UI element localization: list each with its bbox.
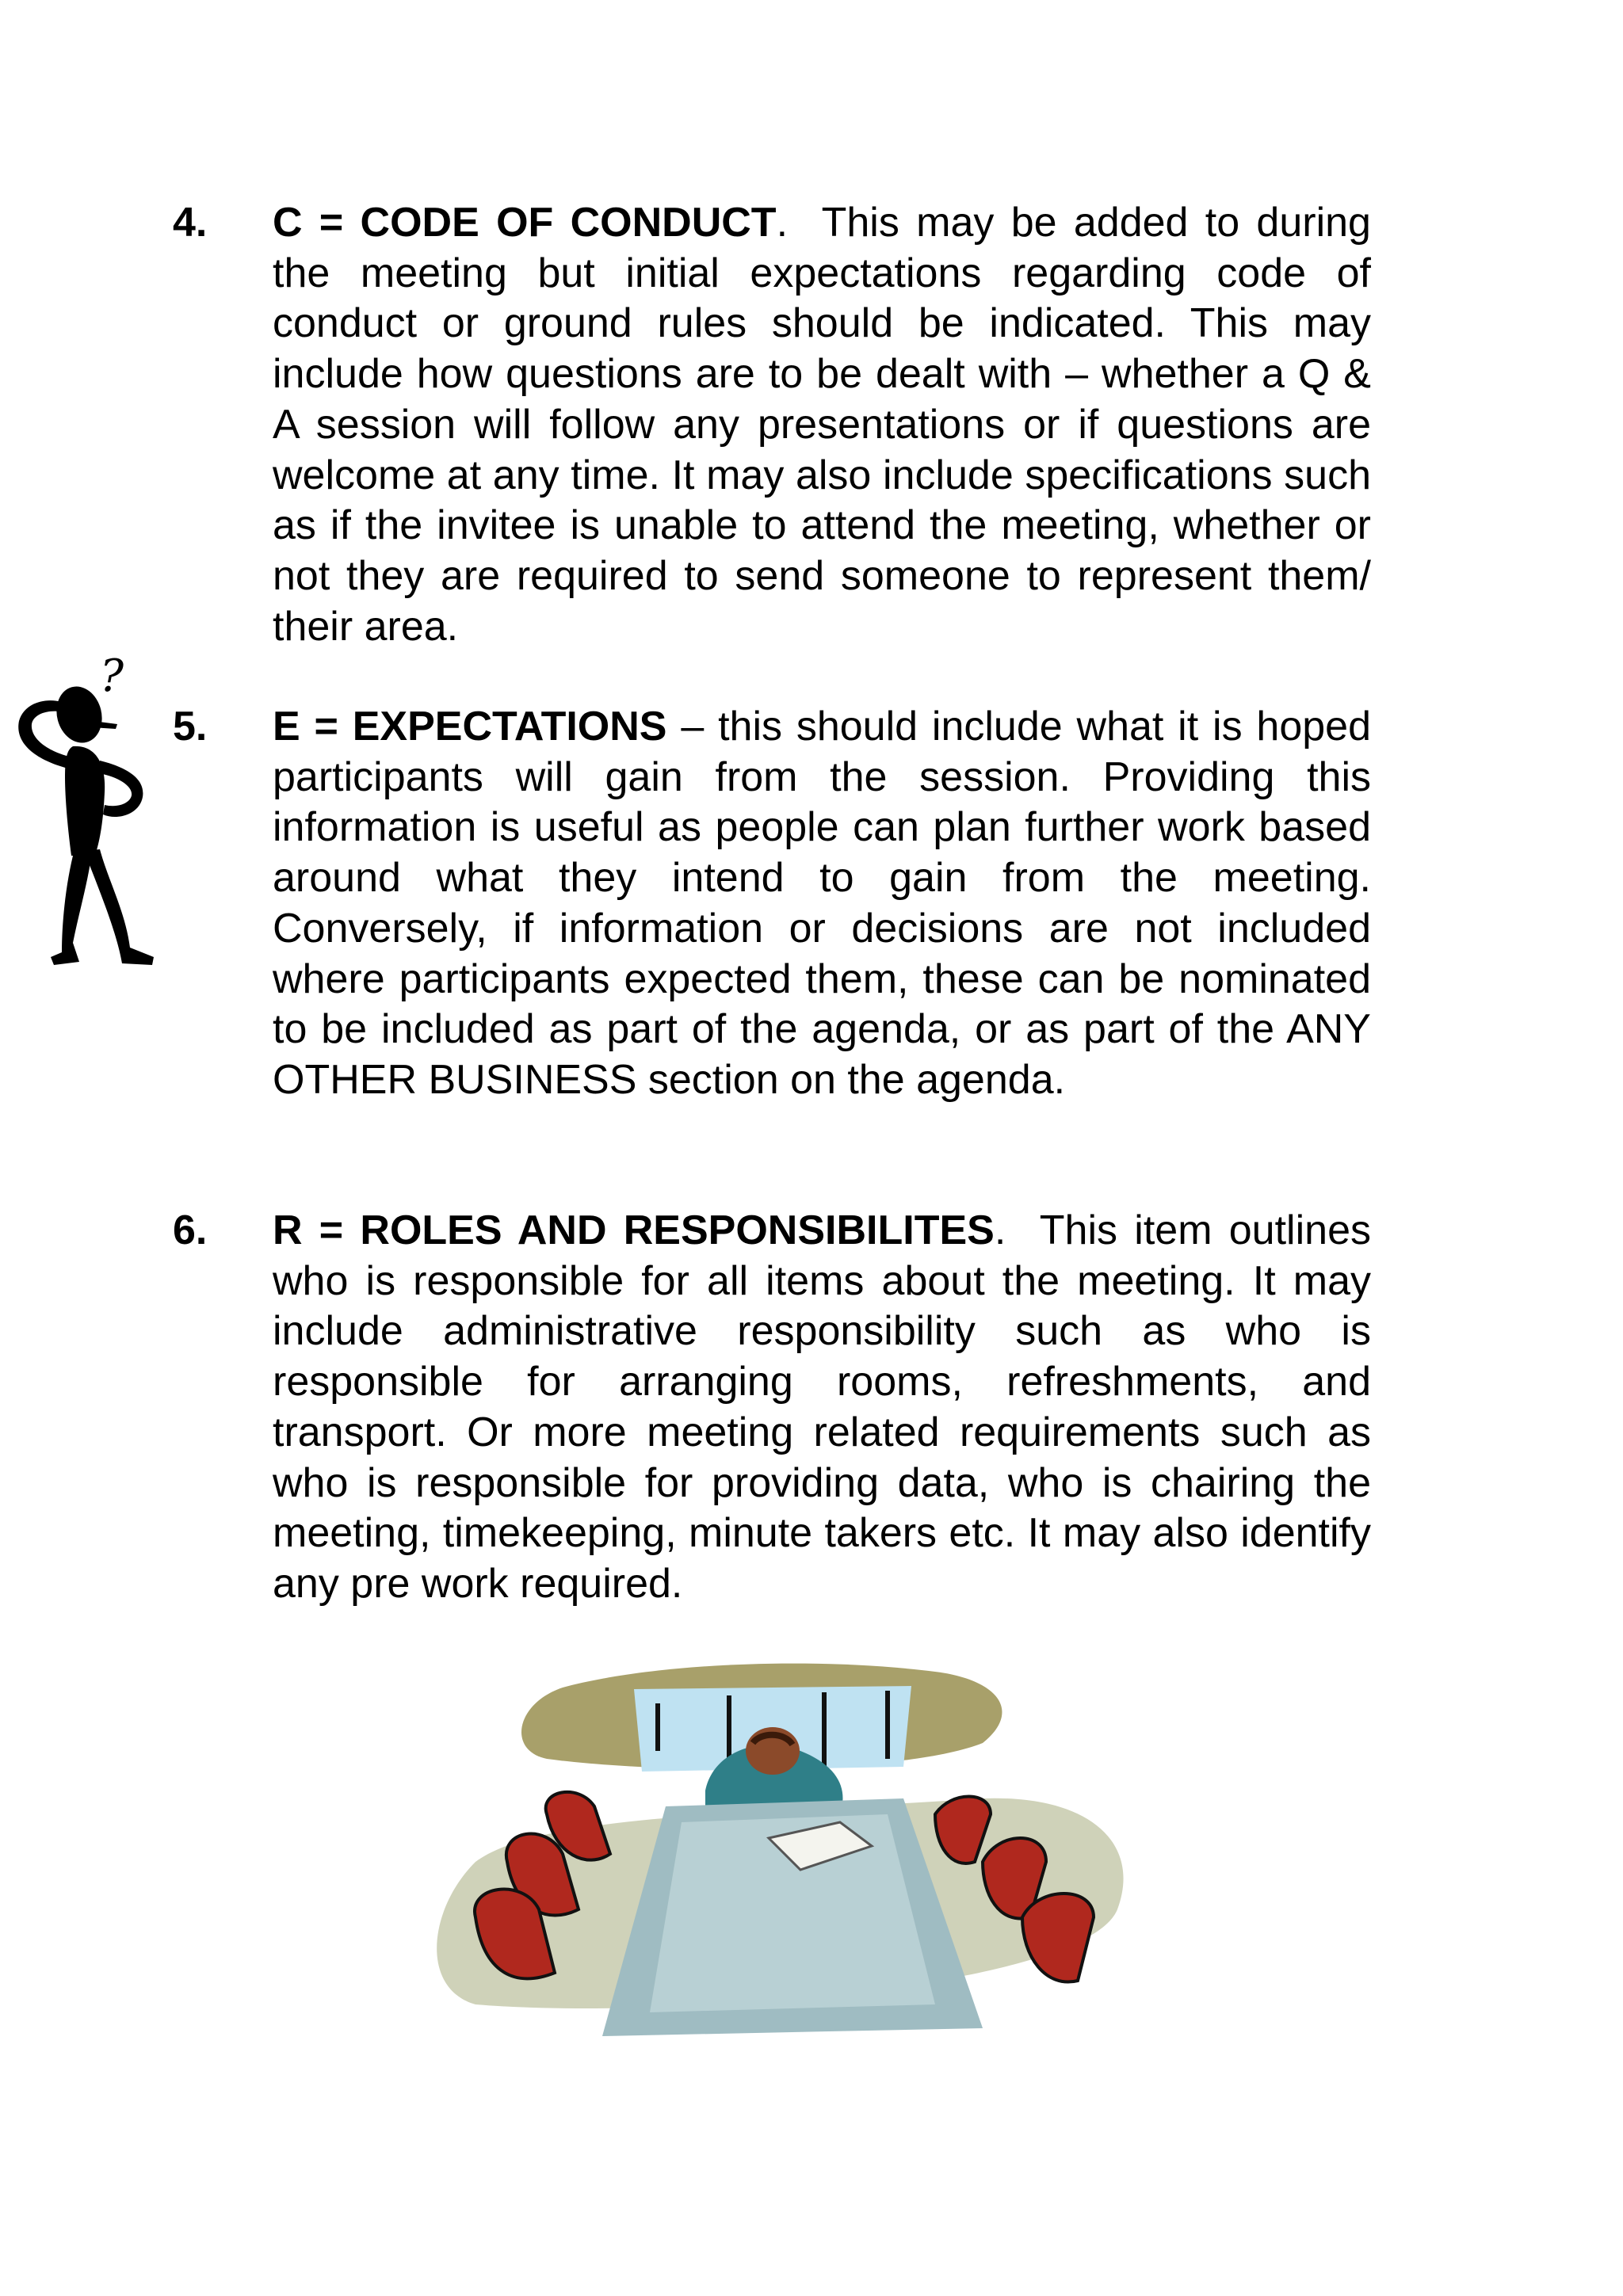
- item-number: 6.: [173, 1207, 208, 1253]
- item-body: this should include what it is hoped participants will gain from the session. Providing this information is useful as people can plan further work based around what they intend to gain from the meeting. Conversely, if information or decisions are not included where participants expected them, these can be nominated to be included as part of the agenda, or as part of the ANY OTHER BUSINESS section on the agenda.: [273, 704, 1371, 1103]
- item-number: 5.: [173, 704, 208, 749]
- meeting-table-icon: [428, 1656, 1157, 2052]
- item-heading: E = EXPECTATIONS: [273, 704, 667, 749]
- item-number: 4.: [173, 200, 208, 246]
- item-paragraph: [273, 198, 1371, 652]
- item-heading: C = CODE OF CONDUCT: [273, 200, 777, 246]
- item-paragraph: [273, 702, 1371, 1106]
- item-body: This item outlines who is responsible for all items about the meeting. It may include administrative responsibility such as who is responsible for arranging rooms, refreshments, and transport. Or more meeting related requirements such as who is responsible for providing data, who is chairing the meeting, timekeeping, minute takers etc. It may also identify any pre work required.: [273, 1207, 1371, 1607]
- question-mark: ?: [100, 650, 124, 702]
- item-heading: R = ROLES AND RESPONSIBILITES: [273, 1207, 995, 1253]
- heading-suffix: –: [666, 704, 705, 749]
- item-paragraph: [273, 1206, 1371, 1610]
- heading-suffix: .: [994, 1207, 1006, 1253]
- thinking-person-icon: [6, 642, 165, 982]
- heading-suffix: .: [776, 200, 789, 246]
- item-body: This may be added to during the meeting but initial expectations regarding code of conduct or ground rules should be indicated. This may include how questions are to be dealt with – whether a Q & A session will follow any presentations or if questions are welcome at any time. It may also include specifications such as if the invitee is unable to attend the meeting, whether or not they are required to send someone to represent them/ their area.: [273, 200, 1371, 650]
